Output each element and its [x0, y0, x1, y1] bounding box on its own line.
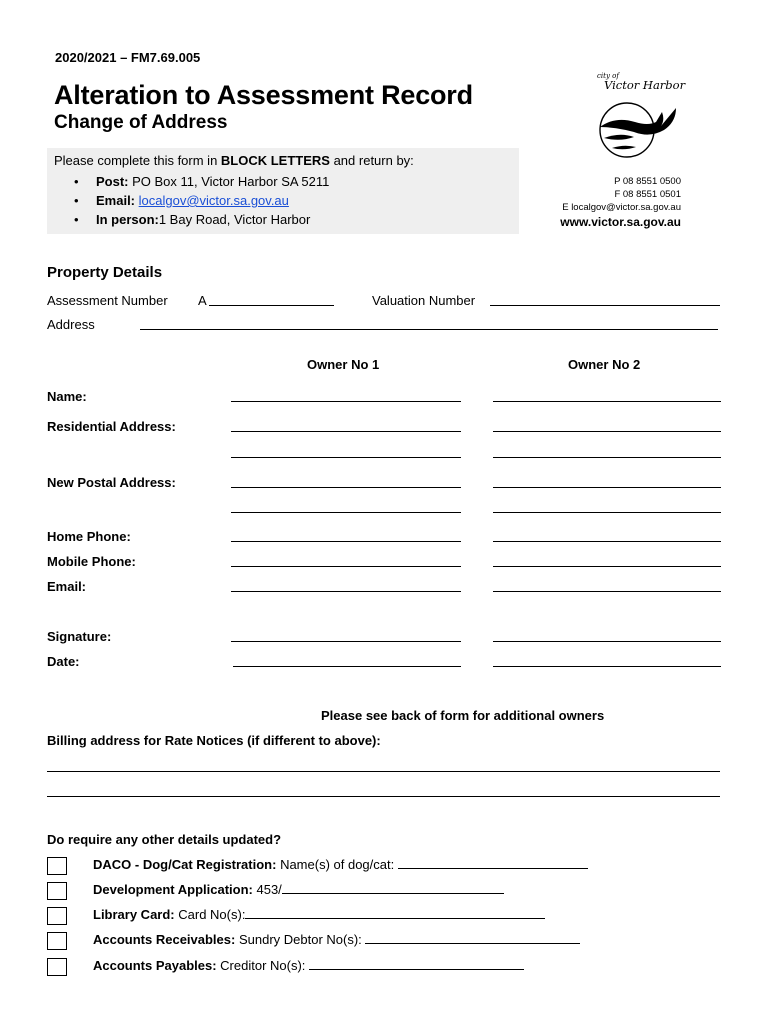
- daco-detail: Name(s) of dog/cat:: [276, 857, 398, 872]
- intro-suffix-text: and return by:: [329, 153, 414, 168]
- date-label: Date:: [47, 654, 80, 669]
- logo-name-text: Victor Harbor: [604, 78, 686, 92]
- daco-names-field[interactable]: [398, 858, 588, 869]
- address-field[interactable]: [140, 329, 718, 330]
- development-application-option: [93, 882, 504, 897]
- assessment-number-label: Assessment Number: [47, 293, 168, 308]
- owner-2-date-field[interactable]: [493, 666, 721, 667]
- contact-email: E localgov@victor.sa.gov.au: [562, 202, 681, 213]
- creditor-number-field[interactable]: [309, 959, 524, 970]
- page-subtitle: Change of Address: [54, 112, 228, 133]
- billing-address-label: Billing address for Rate Notices (if different to above):: [47, 733, 381, 748]
- development-application-detail: 453/: [252, 882, 282, 897]
- post-label: Post:: [96, 174, 129, 189]
- owner-1-mobile-phone-field[interactable]: [231, 566, 461, 567]
- council-logo: [590, 72, 690, 162]
- accounts-receivables-detail: Sundry Debtor No(s):: [235, 932, 366, 947]
- assessment-prefix: A: [198, 293, 207, 308]
- owner-1-home-phone-field[interactable]: [231, 541, 461, 542]
- address-label: Address: [47, 317, 95, 332]
- accounts-payables-option: [93, 958, 524, 973]
- signature-label: Signature:: [47, 629, 112, 644]
- owner-2-email-field[interactable]: [493, 591, 721, 592]
- additional-owners-note: Please see back of form for additional owners: [321, 708, 605, 723]
- owner-1-email-field[interactable]: [231, 591, 461, 592]
- owner-1-postal-line-1[interactable]: [231, 487, 461, 488]
- intro-bold-text: BLOCK LETTERS: [220, 153, 330, 168]
- contact-website[interactable]: www.victor.sa.gov.au: [560, 215, 681, 229]
- owner-2-name-field[interactable]: [493, 401, 721, 402]
- development-application-label: Development Application:: [93, 882, 253, 897]
- development-application-checkbox[interactable]: [47, 882, 67, 900]
- library-card-label: Library Card:: [93, 907, 175, 922]
- instructions-intro: [54, 153, 414, 168]
- daco-label: DACO - Dog/Cat Registration:: [93, 857, 277, 872]
- in-person-value: 1 Bay Road, Victor Harbor: [158, 212, 311, 227]
- other-details-heading: Do require any other details updated?: [47, 832, 282, 847]
- owner-1-heading: Owner No 1: [307, 357, 380, 372]
- development-application-number-field[interactable]: [282, 883, 504, 894]
- library-card-checkbox[interactable]: [47, 907, 67, 925]
- bullet-icon: •: [74, 193, 79, 208]
- email-field-label: Email:: [47, 579, 87, 594]
- logo-small-text: city of: [597, 72, 619, 80]
- billing-address-line-1[interactable]: [47, 771, 720, 772]
- daco-option: [93, 857, 588, 872]
- return-method-post: [54, 172, 329, 191]
- owner-2-postal-line-1[interactable]: [493, 487, 721, 488]
- mobile-phone-label: Mobile Phone:: [47, 554, 136, 569]
- accounts-payables-label: Accounts Payables:: [93, 958, 217, 973]
- email-link[interactable]: localgov@victor.sa.gov.au: [138, 193, 289, 208]
- valuation-number-label: Valuation Number: [372, 293, 476, 308]
- accounts-receivables-checkbox[interactable]: [47, 932, 67, 950]
- residential-address-label: Residential Address:: [47, 419, 176, 434]
- library-card-number-field[interactable]: [245, 908, 545, 919]
- return-method-in-person: [54, 210, 329, 229]
- accounts-receivables-label: Accounts Receivables:: [93, 932, 236, 947]
- bullet-icon: •: [74, 212, 79, 227]
- name-label: Name:: [47, 389, 87, 404]
- accounts-payables-checkbox[interactable]: [47, 958, 67, 976]
- return-instructions-box: [47, 148, 519, 234]
- owner-1-postal-line-2[interactable]: [231, 512, 461, 513]
- whale-tail-icon: [590, 72, 690, 162]
- valuation-number-field[interactable]: [490, 305, 720, 306]
- accounts-payables-detail: Creditor No(s):: [216, 958, 310, 973]
- owner-2-heading: Owner No 2: [568, 357, 641, 372]
- property-details-heading: Property Details: [47, 264, 163, 281]
- assessment-number-field[interactable]: [209, 305, 334, 306]
- billing-address-line-2[interactable]: [47, 796, 720, 797]
- contact-fax: F 08 8551 0501: [614, 189, 681, 200]
- bullet-icon: •: [74, 174, 79, 189]
- postal-address-label: New Postal Address:: [47, 475, 176, 490]
- form-code: 2020/2021 – FM7.69.005: [55, 50, 201, 65]
- page-title: Alteration to Assessment Record: [54, 80, 473, 110]
- daco-checkbox[interactable]: [47, 857, 67, 875]
- return-method-email: [54, 191, 329, 210]
- council-contact: [560, 175, 681, 230]
- sundry-debtor-number-field[interactable]: [365, 933, 580, 944]
- owner-2-residential-line-1[interactable]: [493, 431, 721, 432]
- in-person-label: In person:: [96, 212, 159, 227]
- library-card-detail: Card No(s):: [174, 907, 246, 922]
- owner-1-name-field[interactable]: [231, 401, 461, 402]
- owner-2-signature-field[interactable]: [493, 641, 721, 642]
- owner-1-residential-line-1[interactable]: [231, 431, 461, 432]
- contact-phone: P 08 8551 0500: [614, 176, 681, 187]
- accounts-receivables-option: [93, 932, 580, 947]
- post-value: PO Box 11, Victor Harbor SA 5211: [128, 174, 330, 189]
- owner-2-mobile-phone-field[interactable]: [493, 566, 721, 567]
- owner-2-home-phone-field[interactable]: [493, 541, 721, 542]
- owner-1-date-field[interactable]: [233, 666, 461, 667]
- owner-2-residential-line-2[interactable]: [493, 457, 721, 458]
- intro-text: Please complete this form in: [54, 153, 221, 168]
- owner-1-residential-line-2[interactable]: [231, 457, 461, 458]
- owner-2-postal-line-2[interactable]: [493, 512, 721, 513]
- email-label: Email:: [96, 193, 136, 208]
- return-methods-list: [54, 172, 329, 229]
- home-phone-label: Home Phone:: [47, 529, 131, 544]
- owner-1-signature-field[interactable]: [231, 641, 461, 642]
- library-card-option: [93, 907, 545, 922]
